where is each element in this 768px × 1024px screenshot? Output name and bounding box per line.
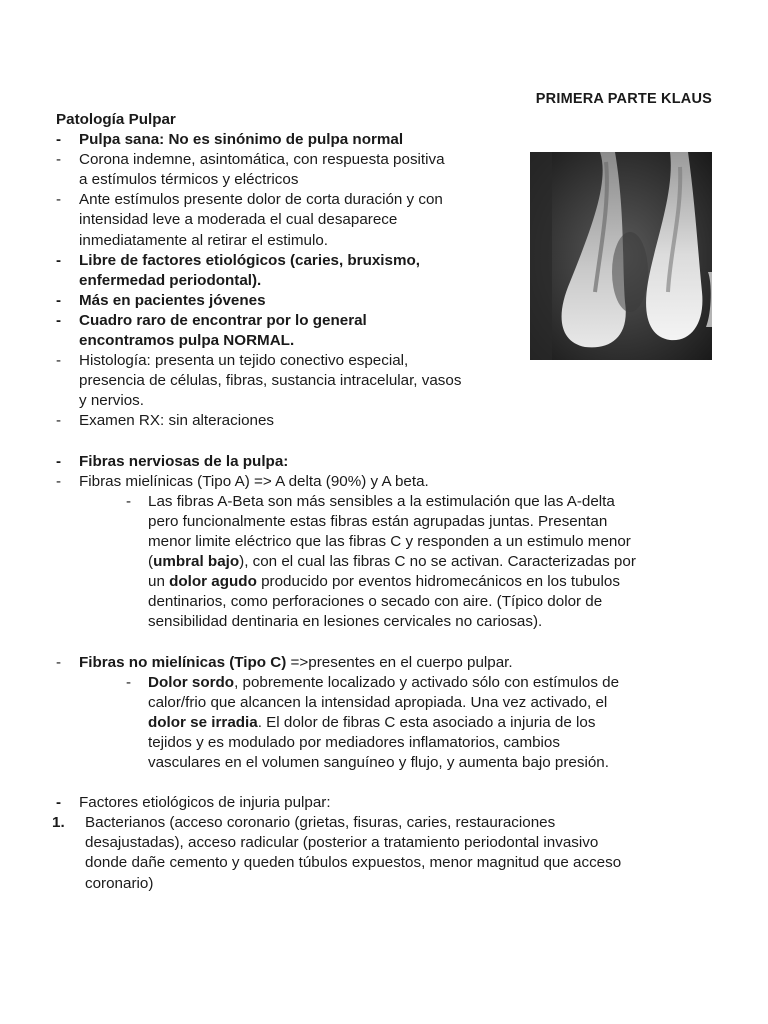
list-item: - Factores etiológicos de injuria pulpar: (56, 794, 331, 812)
list-item: - Libre de factores etiológicos (caries, bruxismo, (56, 251, 420, 269)
sub-list-item-continuation: un dolor agudo producido por eventos hidromecánicos en los tubulos (148, 573, 620, 591)
spacer (56, 432, 716, 452)
sub-list-item: - Las fibras A-Beta son más sensibles a la estimulación que las A-delta (126, 492, 615, 510)
spacer (56, 632, 716, 652)
sub-list-item-continuation: (umbral bajo), con el cual las fibras C no se activan. Caracterizadas por (148, 553, 636, 571)
spacer (56, 773, 716, 793)
list-item-continuation: presencia de células, fibras, sustancia intracelular, vasos (79, 372, 462, 390)
list-item-continuation: intensidad leve a moderada el cual desaparece (79, 211, 398, 229)
sub-list-item-continuation: calor/frio que alcancen la intensidad apropiada. Una vez activado, el (148, 693, 608, 711)
sub-list-item-continuation: vasculares en el volumen sanguíneo y flujo, y aumenta bajo presión. (148, 754, 609, 771)
sub-list-item-continuation: tejidos y es modulado por mediadores inflamatorios, cambios (148, 733, 560, 751)
sub-list-item-continuation: menor limite eléctrico que las fibras C y responden a un estimulo menor (148, 532, 631, 550)
list-item: - Histología: presenta un tejido conectivo especial, (56, 352, 409, 370)
document-body (52, 110, 716, 894)
document-header: PRIMERA PARTE KLAUS (535, 91, 712, 107)
list-item: - Fibras no mielínicas (Tipo C) =>presentes en el cuerpo pulpar. (56, 653, 513, 671)
numbered-item-continuation: desajustadas), acceso radicular (posterior a tratamiento periodontal invasivo (85, 834, 599, 852)
list-item: - Cuadro raro de encontrar por lo general (56, 311, 367, 329)
list-item-continuation: inmediatamente al retirar el estimulo. (79, 231, 329, 249)
list-item-continuation: enfermedad periodontal). (79, 271, 262, 289)
list-item: - Corona indemne, asintomática, con respuesta positiva (56, 151, 445, 169)
list-item-continuation: encontramos pulpa NORMAL. (79, 332, 295, 350)
list-item-continuation: y nervios. (79, 392, 144, 410)
numbered-item-continuation: coronario) (85, 874, 154, 892)
sub-list-item-continuation: dentinarios, como perforaciones o secado con aire. (Típico dolor de (148, 593, 603, 611)
list-item: - Ante estímulos presente dolor de corta duración y con (56, 191, 443, 209)
list-item-continuation: a estímulos térmicos y eléctricos (79, 171, 299, 189)
list-item: - Fibras mielínicas (Tipo A) => A delta (90%) y A beta. (56, 472, 429, 490)
sub-list-item-continuation: sensibilidad dentinaria en lesiones cervicales no cariosas). (148, 613, 543, 631)
sub-list-item: - Dolor sordo, pobremente localizado y activado sólo con estímulos de (126, 673, 620, 691)
list-item: - Más en pacientes jóvenes (56, 291, 266, 309)
sub-list-item-continuation: dolor se irradia. El dolor de fibras C esta asociado a injuria de los (148, 713, 596, 731)
numbered-item: 1. Bacterianos (acceso coronario (grietas, fisuras, caries, restauraciones (52, 814, 556, 832)
list-item: - Pulpa sana: No es sinónimo de pulpa normal (56, 131, 404, 149)
list-item: - Examen RX: sin alteraciones (56, 412, 274, 430)
numbered-item-continuation: donde dañe cemento y queden túbulos expuestos, menor magnitud que acceso (85, 854, 622, 872)
section-heading-patologia: Patología Pulpar (56, 111, 176, 128)
sub-list-item-continuation: pero funcionalmente estas fibras están agrupadas juntas. Presentan (148, 512, 608, 530)
list-item: - Fibras nerviosas de la pulpa: (56, 452, 289, 470)
